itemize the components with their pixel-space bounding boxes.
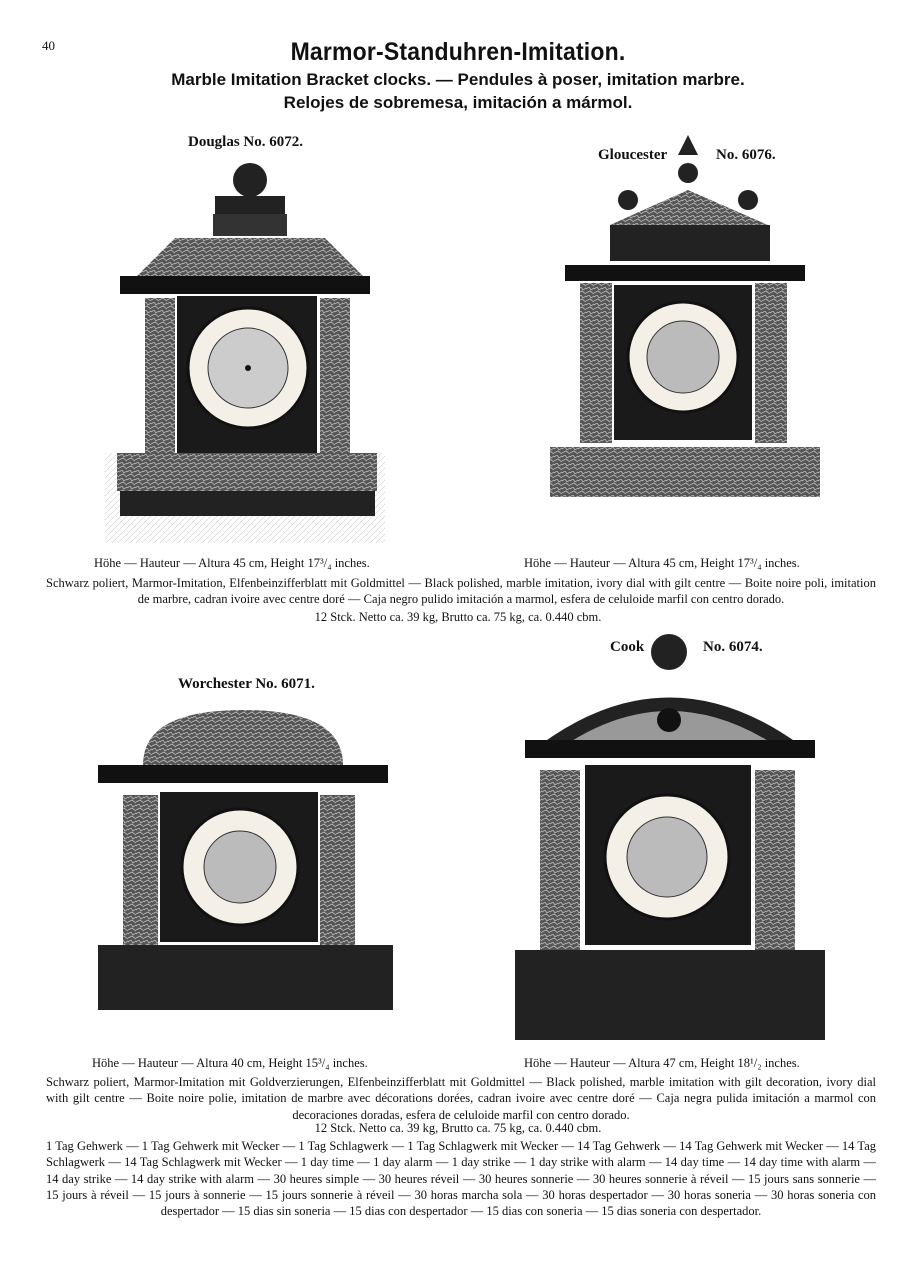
packing-top: 12 Stck. Netto ca. 39 kg, Brutto ca. 75 kg, ca. 0.440 cbm. — [314, 610, 602, 624]
gloucester-title-left: Gloucester — [598, 147, 668, 163]
douglas-clock-illustration — [95, 158, 395, 543]
page-title: Marmor-Standuhren-Imitation. — [290, 38, 626, 66]
description-bottom: Schwarz poliert, Marmor-Imitation mit Goldverzierungen, Elfenbeinzifferblatt mit Goldmittel — Black polished, marble imitation with gilt decoration, ivory dial with gilt centre — Boite noire polie, imitation de marbre avec décorations dorées, cadran ivoire avec centre doré — Caja negra pulida imitación a marmol con decoraciones doradas, esfera de celuloide marfil con centro dorado. — [46, 1075, 876, 1122]
worchester-title: Worchester No. 6071. — [178, 676, 315, 692]
douglas-title: Douglas No. 6072. — [188, 134, 304, 150]
movements-list: 1 Tag Gehwerk — 1 Tag Gehwerk mit Wecker — 1 Tag Schlagwerk — 1 Tag Schlagwerk mit Wecker — 14 Tag Gehwerk — 14 Tag Gehwerk mit Wecker — 14 Tag Schlagwerk — 14 Tag Schlagwerk mit Wecker — 1 day time — 1 day alarm — 1 day strike — 1 day strike with alarm — 14 day time — 14 day time with alarm — 14 day strike — 14 day strike with alarm — 30 heures simple — 30 heures réveil — 30 heures sonnerie — 30 heures sonnerie à réveil — 15 jours sans sonnerie — 15 jours à réveil — 15 jours à sonnerie — 15 jours sonnerie à réveil — 30 horas marcha sola — 30 horas despertador — 30 horas soneria — 30 horas soneria con despertador — 15 dias sin soneria — 15 dias con despertador — 15 dias con soneria — 15 dias soneria con despertador. — [46, 1139, 876, 1219]
subtitle-line-1: Marble Imitation Bracket clocks. — Pendules à poser, imitation marbre. — [171, 70, 745, 89]
cook-title-left: Cook — [610, 639, 645, 655]
description-top: Schwarz poliert, Marmor-Imitation, Elfenbeinzifferblatt mit Goldmittel — Black polished, marble imitation, ivory dial with gilt centre — Boite noire poli, imitation de marbre, cadran ivoire avec centre doré — Caja negro pulido imitación a marmol, esfera de celuloide marfil con centro dorado. — [46, 576, 876, 607]
cook-clock-illustration — [510, 630, 830, 1045]
worchester-height: Höhe — Hauteur — Altura 40 cm, Height 15³/₄ inches. — [92, 1056, 368, 1070]
worchester-clock-illustration — [88, 700, 398, 1045]
gloucester-height: Höhe — Hauteur — Altura 45 cm, Height 17³/₄ inches. — [524, 556, 800, 570]
packing-bottom: 12 Stck. Netto ca. 39 kg, Brutto ca. 75 kg, ca. 0.440 cbm. — [314, 1121, 602, 1135]
page-number: 40 — [42, 38, 55, 53]
finial-ball — [233, 163, 267, 197]
douglas-height: Höhe — Hauteur — Altura 45 cm, Height 17³/₄ inches. — [94, 556, 370, 570]
cook-height: Höhe — Hauteur — Altura 47 cm, Height 18¹/₂ inches. — [524, 1056, 800, 1070]
cook-title-right: No. 6074. — [703, 639, 763, 655]
gloucester-title-right: No. 6076. — [716, 147, 776, 163]
subtitle-line-2: Relojes de sobremesa, imitación a mármol. — [283, 93, 633, 112]
gloucester-clock-illustration — [530, 135, 840, 510]
